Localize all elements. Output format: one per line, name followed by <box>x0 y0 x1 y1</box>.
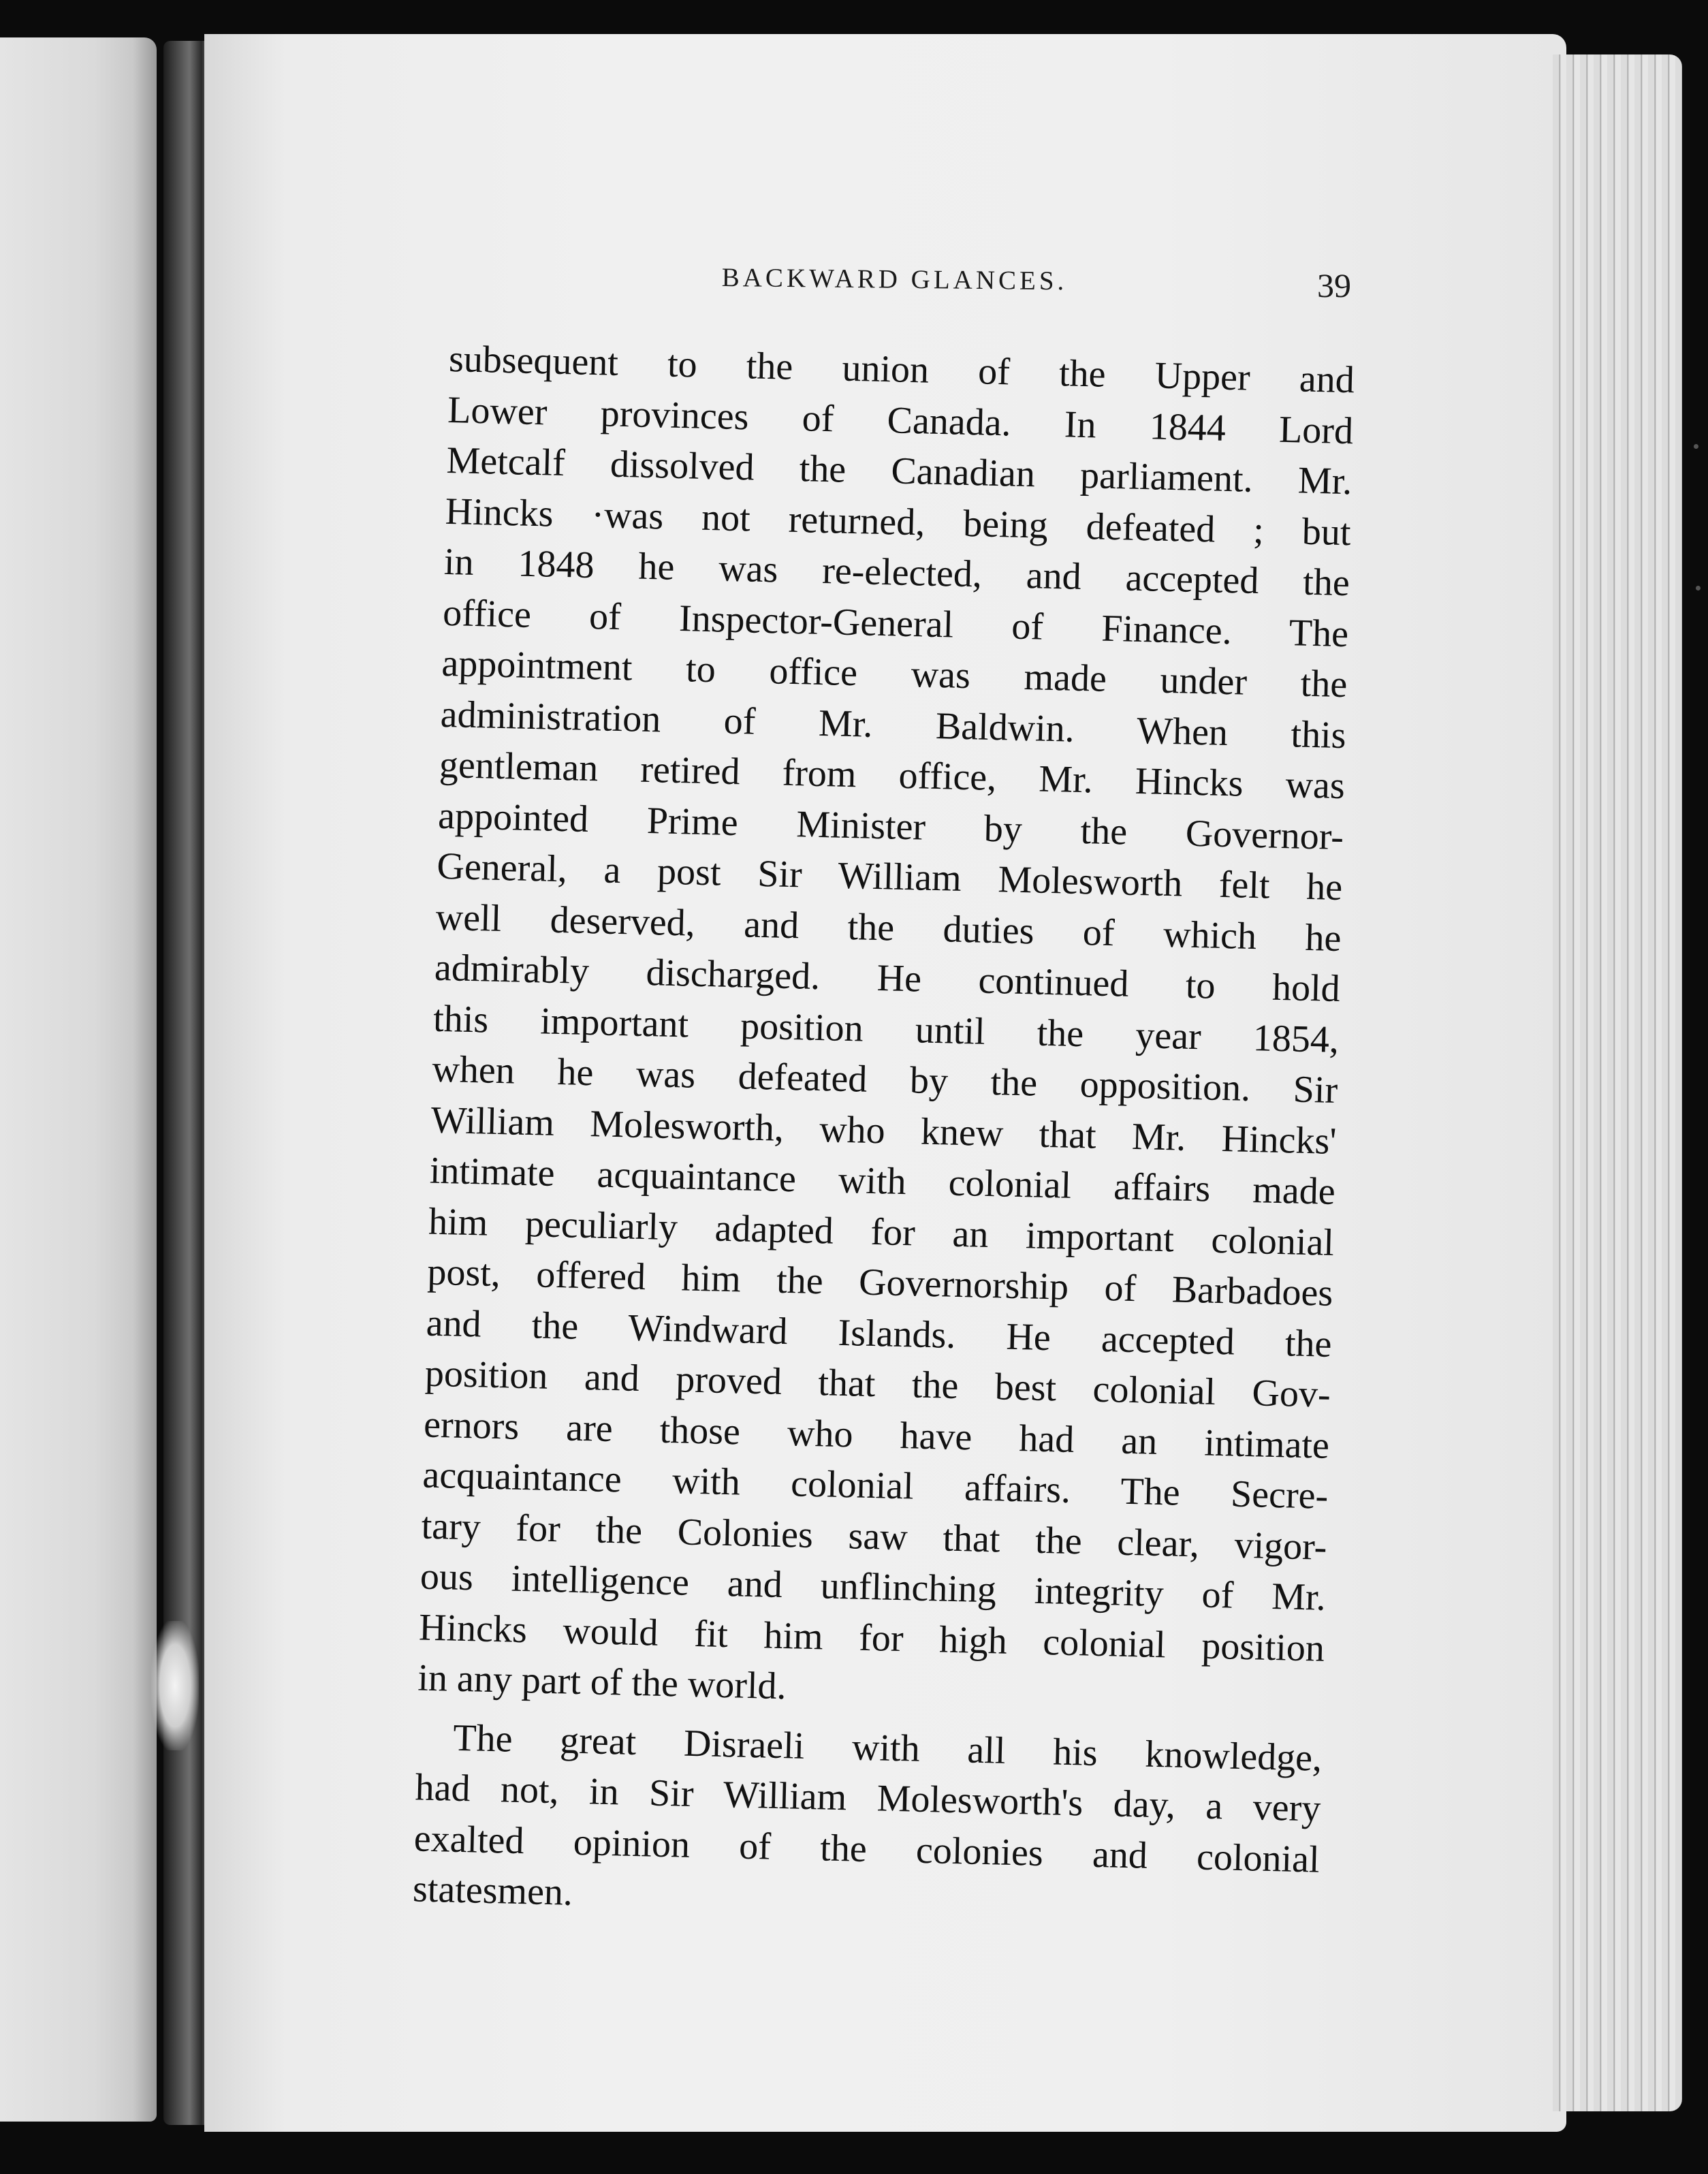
text-line: and the Windward Islands. He accepted the <box>426 1302 1333 1366</box>
text-line: when he was defeated by the opposition. Sir <box>431 1047 1338 1112</box>
text-line: appointment to office was made under the <box>441 642 1348 706</box>
text-line: tary for the Colonies saw that the clear, vigor- <box>421 1505 1328 1569</box>
page-edges-stack <box>1553 54 1682 2111</box>
text-line: post, offered him the Governorship of Barbadoes <box>426 1250 1333 1314</box>
text-line: exalted opinion of the colonies and colonial <box>413 1816 1320 1881</box>
running-head: BACKWARD GLANCES. <box>721 262 1068 296</box>
text-line: William Molesworth, who knew that Mr. Hincks' <box>430 1099 1338 1163</box>
text-line: Metcalf dissolved the Canadian parliament. Mr. <box>445 439 1353 503</box>
text-line: Lower provinces of Canada. In 1844 Lord <box>447 388 1354 452</box>
text-line: ernors are those who have had an intimate <box>423 1403 1330 1467</box>
facing-page-edge <box>0 37 157 2122</box>
text-line: statesmen. <box>412 1868 573 1914</box>
text-line: in any part of the world. <box>417 1656 787 1708</box>
page-number: 39 <box>1317 266 1351 304</box>
text-line: in 1848 he was re-elected, and accepted the <box>443 540 1350 605</box>
text-line: office of Inspector-General of Finance. The <box>442 591 1349 655</box>
text-line: appointed Prime Minister by the Governor- <box>437 794 1344 858</box>
text-line: Hincks ·was not returned, being defeated ; but <box>445 490 1352 554</box>
text-line: well deserved, and the duties of which he <box>435 896 1342 960</box>
text-line: position and proved that the best colonial Gov- <box>424 1352 1331 1416</box>
text-line: General, a post Sir William Molesworth felt he <box>436 845 1343 909</box>
text-line: had not, in Sir William Molesworth's day, a very <box>414 1766 1322 1830</box>
paper-stain <box>151 1621 199 1750</box>
text-line: this important position until the year 1854, <box>432 997 1340 1061</box>
body-text <box>412 334 1355 1936</box>
paragraph <box>412 1712 1323 1936</box>
text-line: gentleman retired from office, Mr. Hincks was <box>439 743 1346 808</box>
text-line: intimate acquaintance with colonial affairs made <box>429 1149 1336 1213</box>
text-line: admirably discharged. He continued to hold <box>434 946 1341 1011</box>
text-line: acquaintance with colonial affairs. The Secre- <box>422 1453 1329 1517</box>
dust-speck <box>1694 444 1698 449</box>
text-line: subsequent to the union of the Upper and <box>448 337 1355 402</box>
paragraph <box>417 334 1355 1724</box>
text-line: Hincks would fit him for high colonial position <box>418 1605 1325 1670</box>
dust-speck <box>1696 586 1701 590</box>
text-line: administration of Mr. Baldwin. When this <box>440 693 1347 757</box>
text-line: ous intelligence and unflinching integrity of Mr. <box>420 1555 1327 1619</box>
text-line: The great Disraeli with all his knowledge, <box>452 1716 1323 1780</box>
text-line: him peculiarly adapted for an important colonial <box>428 1200 1335 1264</box>
